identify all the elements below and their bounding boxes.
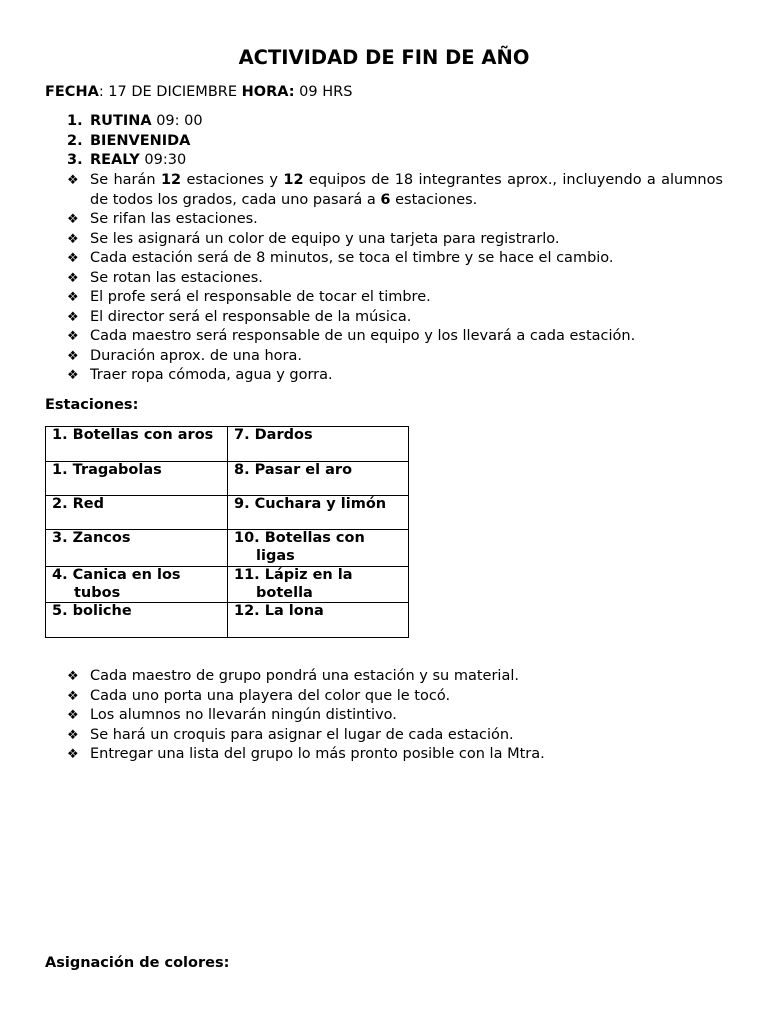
diamond-bullet-icon: ❖ [67, 708, 79, 723]
colors-heading: Asignación de colores: [45, 955, 230, 971]
instructions-list [45, 171, 723, 386]
instruction-text: Cada maestro será responsable de un equipo y los llevará a cada estación. [90, 328, 636, 344]
list-item [45, 687, 723, 707]
table-row [46, 603, 409, 638]
agenda-number: 3. [67, 152, 83, 168]
date-label: FECHA [45, 84, 99, 100]
table-cell: 2. Red [46, 496, 228, 530]
list-item [45, 249, 723, 269]
note-text: Entregar una lista del grupo lo más pronto posible con la Mtra. [90, 746, 545, 762]
notes-list [45, 667, 723, 765]
page-title: ACTIVIDAD DE FIN DE AÑO [238, 46, 530, 69]
table-row [46, 496, 409, 530]
diamond-bullet-icon: ❖ [67, 251, 79, 266]
agenda-time: 09:30 [139, 152, 187, 168]
list-item [45, 745, 723, 765]
table-cell: 1. Botellas con aros [46, 427, 228, 462]
time-label: HORA: [241, 84, 295, 100]
instruction-number: 12 [283, 172, 304, 188]
diamond-bullet-icon: ❖ [67, 348, 79, 364]
diamond-bullet-icon: ❖ [67, 290, 79, 305]
note-text: Cada uno porta una playera del color que le tocó. [90, 687, 451, 704]
list-item [45, 327, 723, 347]
list-item [45, 288, 723, 308]
date-value: : 17 DE DICIEMBRE [98, 84, 242, 100]
instruction-text: Se rotan las estaciones. [90, 269, 263, 286]
note-text: Los alumnos no llevarán ningún distintivo. [90, 707, 397, 723]
list-item [45, 726, 723, 746]
table-row [46, 530, 409, 567]
diamond-bullet-icon: ❖ [67, 747, 79, 762]
diamond-bullet-icon: ❖ [67, 173, 79, 188]
instruction-number: 12 [160, 172, 182, 188]
instruction-text: Se rifan las estaciones. [90, 211, 258, 227]
instruction-text: estaciones. [390, 191, 478, 208]
instruction-text: Se les asignará un color de equipo y una tarjeta para registrarlo. [90, 230, 560, 247]
stations-heading: Estaciones: [45, 397, 139, 413]
time-value: 09 HRS [294, 84, 353, 100]
agenda-number: 1. [67, 113, 83, 129]
list-item [45, 269, 723, 289]
table-cell: 4. Canica en los tubos [46, 567, 228, 603]
agenda-label: REALY [90, 152, 140, 168]
instruction-number: 6 [380, 191, 391, 208]
agenda-number: 2. [67, 132, 83, 149]
diamond-bullet-icon: ❖ [67, 669, 79, 684]
table-cell: 11. Lápiz en la botella [228, 567, 409, 603]
list-item [45, 171, 723, 210]
table-cell: 5. boliche [46, 603, 228, 638]
table-cell: 9. Cuchara y limón [228, 496, 409, 530]
table-row [46, 427, 409, 462]
agenda-label: BIENVENIDA [90, 132, 191, 149]
diamond-bullet-icon: ❖ [67, 329, 79, 344]
diamond-bullet-icon: ❖ [67, 212, 79, 227]
diamond-bullet-icon: ❖ [67, 309, 79, 325]
instruction-text: Traer ropa cómoda, agua y gorra. [90, 367, 333, 383]
agenda-item [45, 112, 203, 132]
instruction-text: El director será el responsable de la música. [90, 308, 412, 325]
table-cell: 10. Botellas con ligas [228, 530, 409, 567]
instruction-text: equipos de 18 integrantes aprox., incluyendo a alumnos de todos los grados, cada uno pasará a [90, 172, 723, 208]
table-cell: 1. Tragabolas [46, 462, 228, 496]
date-line [45, 83, 352, 103]
note-text: Se hará un croquis para asignar el lugar de cada estación. [90, 726, 514, 743]
agenda-label: RUTINA [90, 113, 152, 129]
table-cell: 12. La lona [228, 603, 409, 638]
instruction-text: El profe será el responsable de tocar el timbre. [90, 289, 431, 305]
list-item [45, 366, 723, 386]
instruction-text: Cada estación será de 8 minutos, se toca el timbre y se hace el cambio. [90, 250, 614, 266]
agenda-item [45, 151, 203, 171]
list-item [45, 667, 723, 687]
diamond-bullet-icon: ❖ [67, 270, 79, 286]
stations-table [45, 426, 409, 638]
agenda-item [45, 132, 203, 152]
instruction-text: Se harán [90, 172, 161, 188]
list-item [45, 210, 723, 230]
table-cell: 3. Zancos [46, 530, 228, 567]
list-item [45, 347, 723, 367]
diamond-bullet-icon: ❖ [67, 688, 79, 704]
instruction-text: Duración aprox. de una hora. [90, 347, 302, 364]
list-item [45, 230, 723, 250]
diamond-bullet-icon: ❖ [67, 231, 79, 247]
agenda-time: 09: 00 [151, 113, 203, 129]
table-cell: 7. Dardos [228, 427, 409, 462]
table-cell: 8. Pasar el aro [228, 462, 409, 496]
table-row [46, 567, 409, 603]
diamond-bullet-icon: ❖ [67, 368, 79, 383]
list-item [45, 706, 723, 726]
table-row [46, 462, 409, 496]
diamond-bullet-icon: ❖ [67, 727, 79, 743]
agenda-list [45, 112, 203, 171]
instruction-text: estaciones y [181, 172, 284, 188]
list-item [45, 308, 723, 328]
note-text: Cada maestro de grupo pondrá una estación y su material. [90, 668, 519, 684]
